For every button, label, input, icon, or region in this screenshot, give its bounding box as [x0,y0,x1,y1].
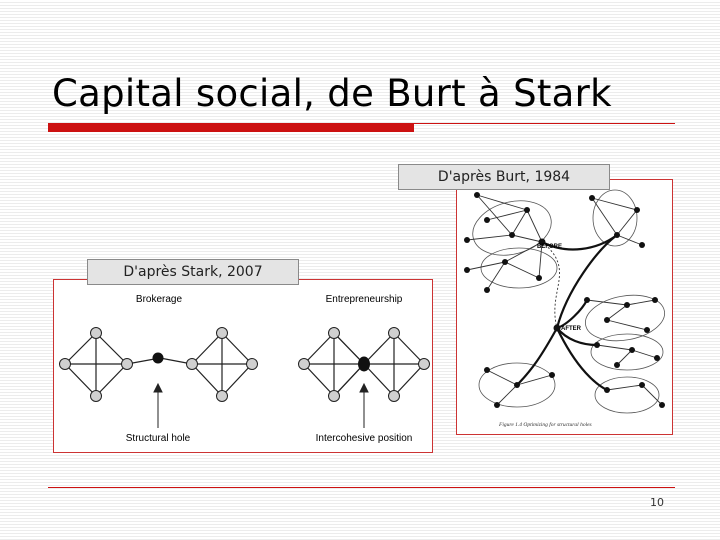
slide-title: Capital social, de Burt à Stark [52,72,612,115]
intercohesive-node [358,357,370,372]
after-label: AFTER [561,326,581,332]
broker-node [153,353,164,364]
brokerage-title: Brokerage [135,294,183,305]
stark-network-diagram [54,280,432,452]
burt-figure-panel [456,179,673,435]
burt-figure-caption: Figure 1.4 Optimizing for structural holes [499,422,592,428]
stark-figure-panel [53,279,433,453]
stark-caption: D'après Stark, 2007 [87,259,299,285]
intercohesive-label: Intercohesive position [315,433,413,444]
burt-network-diagram [457,180,672,434]
entrepreneurship-title: Entrepreneurship [325,294,403,305]
footer-rule [48,487,675,488]
page-number: 10 [650,496,664,509]
before-label: BEFORE [537,244,563,250]
burt-caption: D'après Burt, 1984 [398,164,610,190]
structural-hole-label: Structural hole [125,433,191,444]
title-accent-bar [48,124,414,132]
